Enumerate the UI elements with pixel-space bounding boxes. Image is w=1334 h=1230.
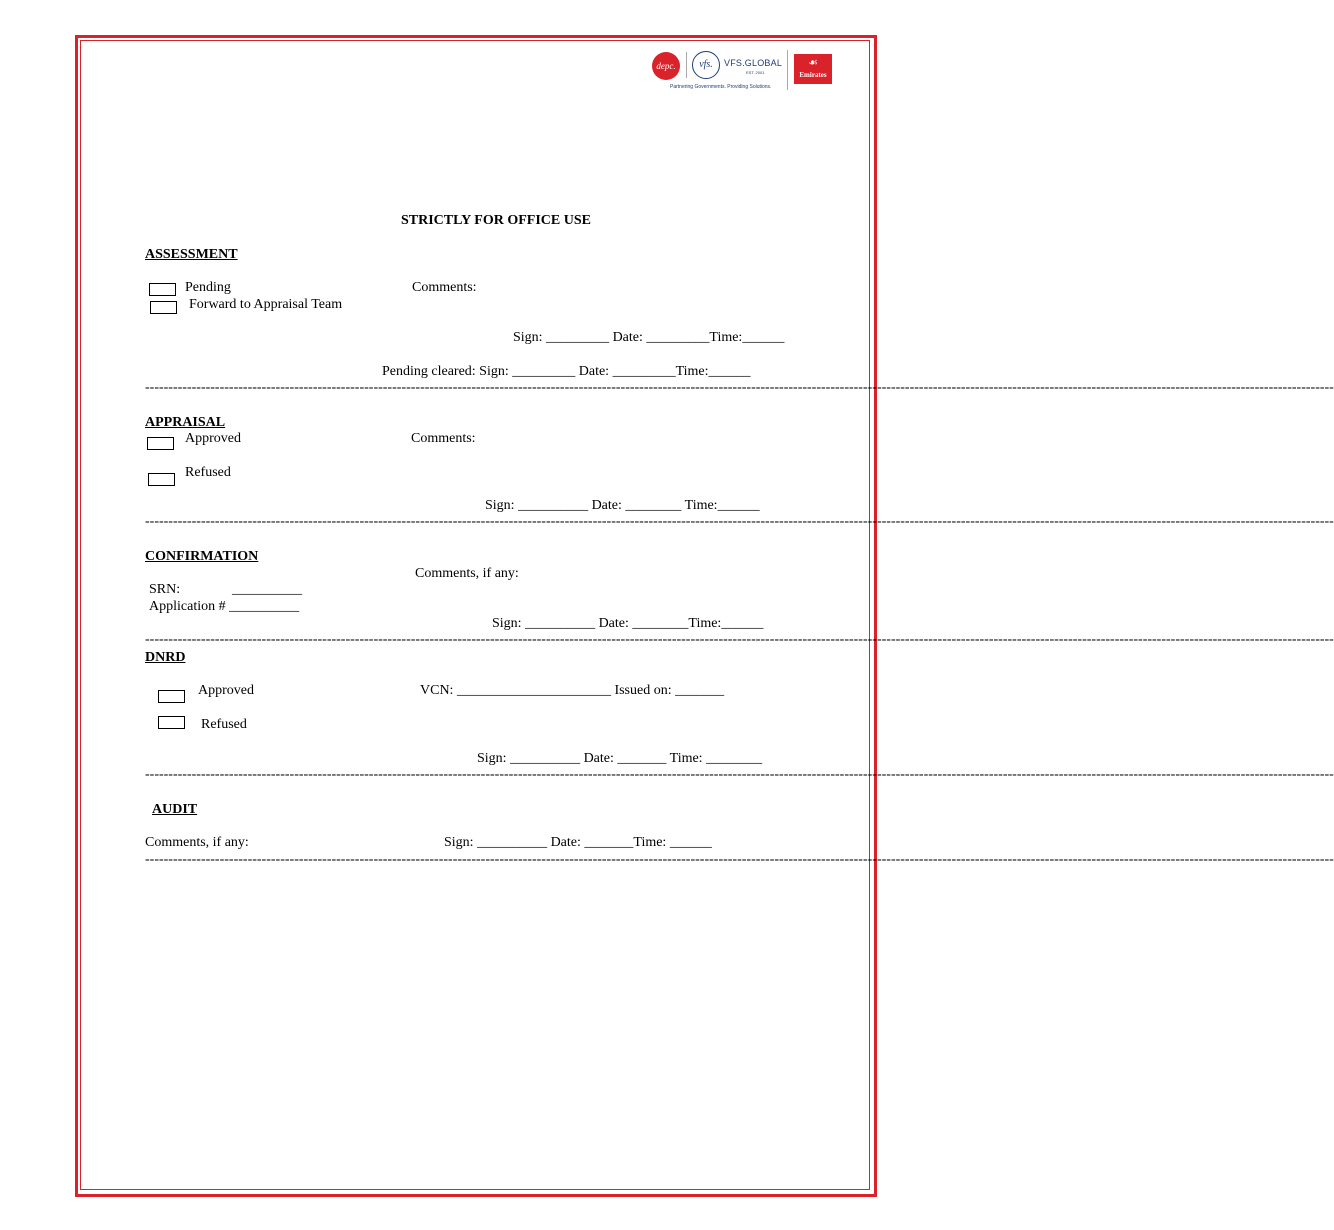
dept-logo: depc. [652, 52, 680, 80]
header-logos [648, 48, 838, 94]
audit-heading: AUDIT [152, 802, 198, 817]
dnrd-heading: DNRD [145, 650, 186, 665]
section-divider: --------------------------------------------------------------------------------------------------------------------------------------------------------------------------------------------------------------------------------------------------------------- [145, 632, 1334, 647]
emirates-calligraphy-icon: ☙ [808, 57, 818, 69]
dnrd-approved-checkbox[interactable] [158, 690, 185, 703]
srn-field[interactable]: __________ [232, 582, 302, 597]
section-divider: --------------------------------------------------------------------------------------------------------------------------------------------------------------------------------------------------------------------------------------------------------------- [145, 380, 1334, 395]
audit-sign-line: Sign: __________ Date: _______Time: ______ [444, 835, 712, 850]
assessment-forward-checkbox[interactable] [150, 301, 177, 314]
appraisal-heading: APPRAISAL [145, 415, 226, 430]
page-title: STRICTLY FOR OFFICE USE [401, 213, 591, 228]
emirates-logo [794, 54, 832, 84]
dnrd-approved-label: Approved [198, 683, 254, 698]
appraisal-refused-label: Refused [185, 465, 231, 480]
vfs-logo-mark: vfs. [692, 51, 720, 79]
appraisal-comments-label: Comments: [411, 431, 476, 446]
assessment-pending-cleared-line: Pending cleared: Sign: _________ Date: _________Time:______ [382, 364, 751, 379]
dnrd-refused-checkbox[interactable] [158, 716, 185, 729]
vfs-logo-name: VFS.GLOBAL [724, 58, 783, 68]
assessment-forward-label: Forward to Appraisal Team [189, 297, 343, 312]
srn-label: SRN: [149, 582, 181, 597]
confirmation-heading: CONFIRMATION [145, 549, 259, 564]
logo-separator [787, 50, 788, 90]
appraisal-approved-label: Approved [185, 431, 241, 446]
appraisal-refused-checkbox[interactable] [148, 473, 175, 486]
assessment-pending-checkbox[interactable] [149, 283, 176, 296]
section-divider: --------------------------------------------------------------------------------------------------------------------------------------------------------------------------------------------------------------------------------------------------------------- [145, 852, 1334, 867]
section-divider: --------------------------------------------------------------------------------------------------------------------------------------------------------------------------------------------------------------------------------------------------------------- [145, 767, 1334, 782]
confirmation-sign-line: Sign: __________ Date: ________Time:______ [492, 616, 764, 631]
emirates-label: Emirates [799, 71, 827, 79]
logo-separator [686, 52, 687, 78]
assessment-sign-line: Sign: _________ Date: _________Time:______ [513, 330, 785, 345]
assessment-pending-label: Pending [185, 280, 231, 295]
dnrd-vcn-line: VCN: ______________________ Issued on: _______ [420, 683, 725, 698]
confirmation-comments-label: Comments, if any: [415, 566, 519, 581]
section-divider: --------------------------------------------------------------------------------------------------------------------------------------------------------------------------------------------------------------------------------------------------------------- [145, 514, 1334, 529]
dnrd-sign-line: Sign: __________ Date: _______ Time: ________ [477, 751, 763, 766]
vfs-logo-est: EST. 2001 [746, 70, 765, 75]
application-number-field[interactable]: Application # __________ [149, 599, 300, 614]
vfs-tagline: Partnering Governments. Providing Solutions. [670, 84, 772, 90]
appraisal-sign-line: Sign: __________ Date: ________ Time:______ [485, 498, 760, 513]
appraisal-approved-checkbox[interactable] [147, 437, 174, 450]
audit-comments-label: Comments, if any: [145, 835, 249, 850]
assessment-comments-label: Comments: [412, 280, 477, 295]
assessment-heading: ASSESSMENT [145, 247, 238, 262]
dnrd-refused-label: Refused [201, 717, 247, 732]
